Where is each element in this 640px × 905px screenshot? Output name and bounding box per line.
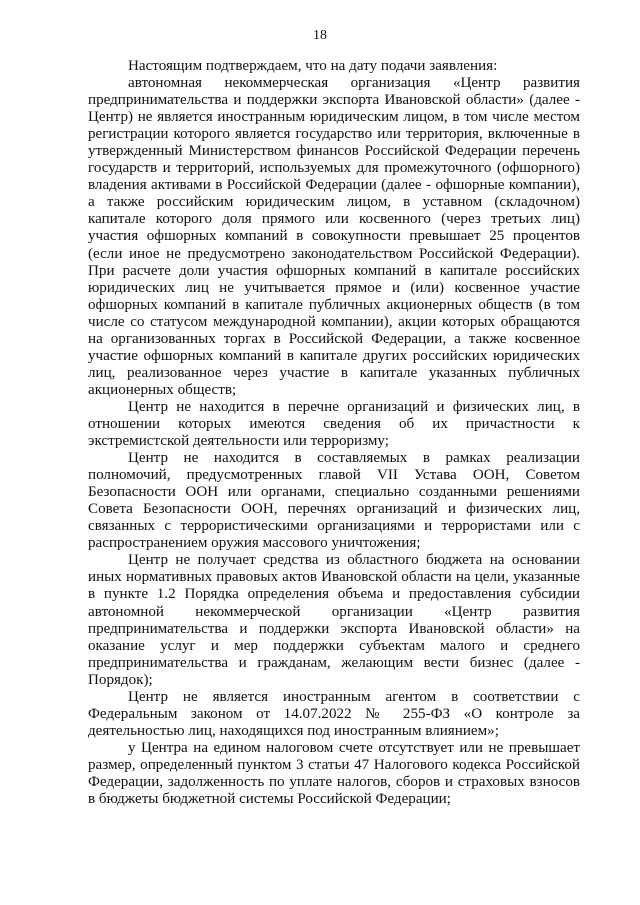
paragraph-intro: Настоящим подтверждаем, что на дату подачи заявления: <box>128 58 498 74</box>
paragraph-offshore: автономная некоммерческая организация «Центр развития предпринимательства и поддержки экспорта Ивановской области» (далее - Центр) не является иностранным юридическим лицом, в том числе местом регистрации которого является государство или территория, включенные в утвержденный Министерством финансов Российской Федерации перечень государств и территорий, используемых для промежуточного (офшорного) владения активами в Российской Федерации (далее - офшорные компании), а также российским юридическим лицом, в уставном (складочном) капитале которого доля прямого или косвенного (через третьих лиц) участия офшорных компаний в совокупности превышает 25 процентов (если иное не предусмотрено законодательством Российской Федерации). При расчете доли участия офшорных компаний в капитале российских юридических лиц не учитывается прямое и (или) косвенное участие офшорных компаний в капитале публичных акционерных обществ (в том числе со статусом международной компании), акции которых обращаются на организованных торгах в Российской Федерации, а также косвенное участие офшорных компаний в капитале других российских юридических лиц, реализованное через участие в капитале указанных публичных акционерных обществ; <box>88 75 580 398</box>
page-number: 18 <box>313 28 327 43</box>
paragraph-regional-budget: Центр не получает средства из областного бюджета на основании иных нормативных правовых актов Ивановской области на цели, указанные в пункте 1.2 Порядка определения объема и предоставления субсидии автономной некоммерческой организации «Центр развития предпринимательства и поддержки экспорта Ивановской области» на оказание услуг и мер поддержки субъектам малого и среднего предпринимательства и гражданам, желающим вести бизнес (далее - Порядок); <box>88 552 580 688</box>
paragraph-foreign-agent: Центр не является иностранным агентом в соответствии с Федеральным законом от 14.07.2022 № 255-ФЗ «О контроле за деятельностью лиц, находящихся под иностранным влиянием»; <box>88 688 580 739</box>
paragraph-tax-debt: у Центра на едином налоговом счете отсутствует или не превышает размер, определенный пунктом 3 статьи 47 Налогового кодекса Российской Федерации, задолженность по уплате налогов, сборов и страховых взносов в бюджеты бюджетной системы Российской Федерации; <box>88 739 580 808</box>
document-body <box>88 58 580 808</box>
paragraph-un-sanctions: Центр не находится в составляемых в рамках реализации полномочий, предусмотренных главой VII Устава ООН, Советом Безопасности ООН или органами, специально созданными решениями Совета Безопасности ООН, перечнях организаций и физических лиц, связанных с террористическими организациями и террористами или с распространением оружия массового уничтожения; <box>88 450 580 552</box>
paragraph-extremism: Центр не находится в перечне организаций и физических лиц, в отношении которых имеются сведения об их причастности к экстремистской деятельности или терроризму; <box>88 398 580 450</box>
